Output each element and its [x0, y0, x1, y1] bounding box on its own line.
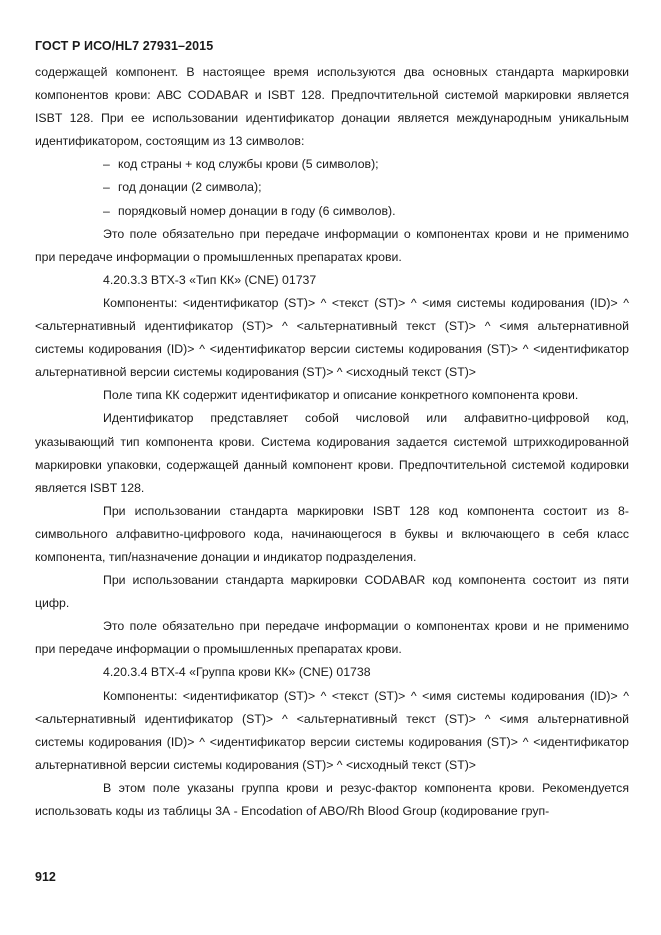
list-item-text: год донации (2 символа); [118, 180, 262, 195]
list-item [35, 200, 629, 223]
btx4-field-description: В этом поле указаны группа крови и резус-фактор компонента крови. Рекомендуется использовать коды из таблицы 3А - Encodation of ABO/Rh Blood Group (кодирование груп- [35, 780, 629, 818]
required-note-paragraph: Это поле обязательно при передаче информации о компонентах крови и не применимо при передаче информации о промышленных препаратах крови. [35, 226, 629, 264]
btx3-field-description: Поле типа КК содержит идентификатор и описание конкретного компонента крови. [103, 388, 579, 403]
btx3-required-note: Это поле обязательно при передаче информации о компонентах крови и не применимо при передаче информации о промышленных препаратах крови. [35, 619, 629, 657]
list-dash: – [103, 180, 110, 195]
list-item [35, 153, 629, 176]
section-heading-btx3: 4.20.3.3 BTX-3 «Тип КК» (CNE) 01737 [103, 272, 317, 287]
btx3-components-paragraph: Компоненты: <идентификатор (ST)> ^ <текст (ST)> ^ <имя системы кодирования (ID)> ^ <альтернативный идентификатор (ST)> ^ <альтернативный текст (ST)> ^ <имя альтернативной системы кодирования (ID)> ^ <идентификатор версии системы кодирования (ST)> ^ <идентификатор альтернативной версии системы кодирования (ST)> ^ <исходный текст (ST)> [35, 295, 629, 380]
btx3-isbt-description: При использовании стандарта маркировки ISBT 128 код компонента состоит из 8-символьного алфавитно-цифрового кода, начинающегося в буквы и включающего в себя класс компонента, тип/назначение донации и индикатор подразделения. [35, 503, 629, 564]
list-dash: – [103, 157, 110, 172]
page-number: 912 [35, 870, 56, 884]
section-heading-btx4: 4.20.3.4 BTX-4 «Группа крови КК» (CNE) 01738 [103, 665, 371, 680]
btx3-codabar-description: При использовании стандарта маркировки CODABAR код компонента состоит из пяти цифр. [35, 573, 629, 611]
document-header: ГОСТ Р ИСО/HL7 27931–2015 [35, 39, 214, 53]
list-dash: – [103, 203, 110, 218]
list-item [35, 176, 629, 199]
donation-id-structure-list [35, 153, 629, 222]
btx3-identifier-description: Идентификатор представляет собой числовой или алфавитно-цифровой код, указывающий тип компонента крови. Система кодирования задается системой штрихкодированной маркировки упаковки, содержащей данный компонент крови. Предпочтительной системой кодировки является ISBT 128. [35, 411, 629, 495]
document-body [35, 61, 629, 823]
intro-paragraph: содержащей компонент. В настоящее время используются два основных стандарта маркировки компонентов крови: АВС CODABAR и ISBT 128. Предпочтительной системой маркировки является ISBT 128. При ее использовании идентификатор донации является международным уникальным идентификатором, состоящим из 13 символов: [35, 65, 629, 149]
btx4-components-paragraph: Компоненты: <идентификатор (ST)> ^ <текст (ST)> ^ <имя системы кодирования (ID)> ^ <альтернативный идентификатор (ST)> ^ <альтернативный текст (ST)> ^ <имя альтернативной системы кодирования (ID)> ^ <идентификатор версии системы кодирования (ST)> ^ <идентификатор альтернативной версии системы кодирования (ST)> ^ <исходный текст (ST)> [35, 688, 629, 772]
list-item-text: код страны + код службы крови (5 символов); [118, 157, 379, 172]
list-item-text: порядковый номер донации в году (6 символов). [118, 203, 396, 218]
